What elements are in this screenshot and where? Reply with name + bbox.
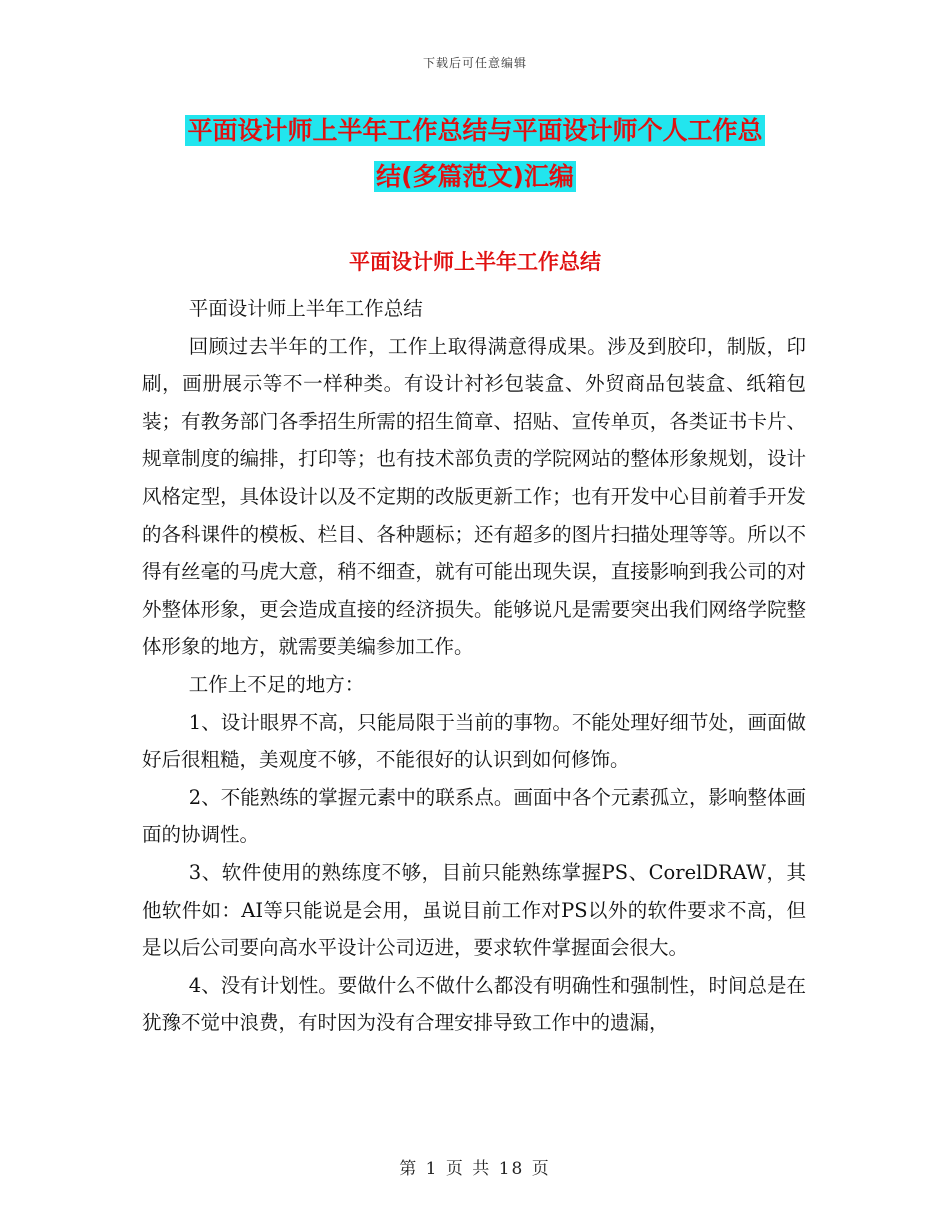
header-note: 下载后可任意编辑 [422,56,527,70]
paragraph-subtitle: 平面设计师上半年工作总结 [188,297,423,320]
paragraph-item-2: 2、不能熟练的掌握元素中的联系点。画面中各个元素孤立，影响整体画面的协调性。 [142,785,806,847]
body-text [142,290,806,1042]
paragraph-review: 回顾过去半年的工作，工作上取得满意得成果。涉及到胶印，制版，印刷，画册展示等不一样种类。有设计衬衫包装盒、外贸商品包装盒、纸箱包装；有教务部门各季招生所需的招生简章、招贴、宣传单页，各类证书卡片、规章制度的编排，打印等；也有技术部负责的学院网站的整体形象规划，设计风格定型，具体设计以及不定期的改版更新工作；也有开发中心目前着手开发的各科课件的模板、栏目、各种题标；还有超多的图片扫描处理等等。所以不得有丝毫的马虎大意，稍不细查，就有可能出现失误，直接影响到我公司的对外整体形象，更会造成直接的经济损失。能够说凡是需要突出我们网络学院整体形象的地方，就需要美编参加工作。 [142,334,806,659]
section-title: 平面设计师上半年工作总结 [349,250,601,274]
paragraph-item-1: 1、设计眼界不高，只能局限于当前的事物。不能处理好细节处，画面做好后很粗糙，美观度不够，不能很好的认识到如何修饰。 [142,710,806,772]
paragraph-item-4: 4、没有计划性。要做什么不做什么都没有明确性和强制性，时间总是在犹豫不觉中浪费，有时因为没有合理安排导致工作中的遗漏， [142,973,806,1035]
document-title-line2: 结(多篇范文)汇编 [376,162,574,191]
page-footer: 第 1 页 共 18 页 [399,1159,551,1179]
document-title-line1: 平面设计师上半年工作总结与平面设计师个人工作总 [187,116,763,145]
document-title [140,108,810,200]
paragraph-shortcomings-heading: 工作上不足的地方： [188,672,365,696]
paragraph-item-3: 3、软件使用的熟练度不够，目前只能熟练掌握PS、CorelDRAW，其他软件如：AI等只能说是会用，虽说目前工作对PS以外的软件要求不高，但是以后公司要向高水平设计公司迈进，要求软件掌握面会很大。 [142,860,806,960]
